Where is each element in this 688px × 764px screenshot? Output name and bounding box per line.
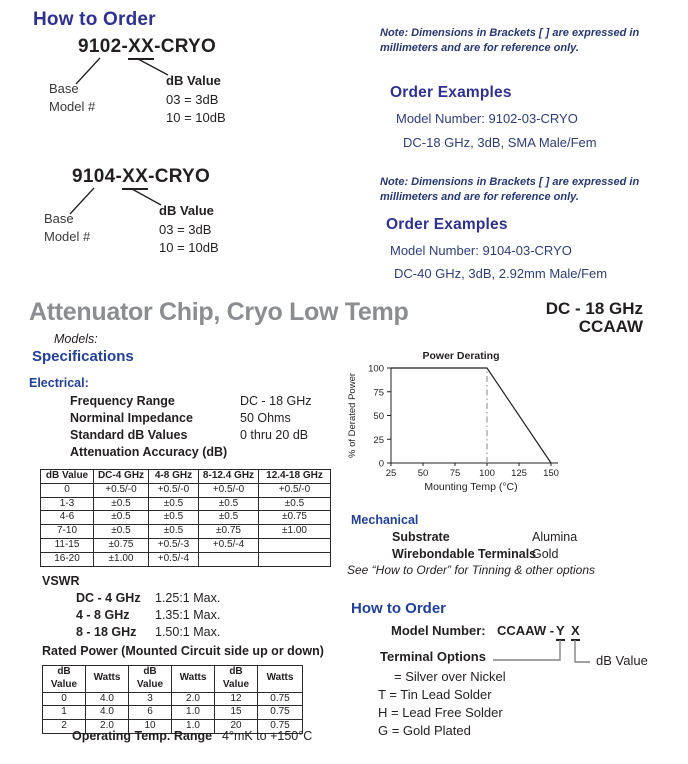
terminal-option: = Silver over Nickel bbox=[394, 669, 506, 684]
spec-value: 50 Ohms bbox=[240, 411, 291, 425]
chart-title: Power Derating bbox=[422, 350, 500, 362]
mechanical-row bbox=[392, 547, 559, 561]
attenuation-accuracy-table bbox=[40, 469, 331, 567]
how-to-order-heading-bottom: How to Order bbox=[351, 600, 447, 617]
y-tick-label: 25 bbox=[373, 434, 384, 446]
model-xx-underlined: XX bbox=[128, 36, 154, 60]
spec-label: Standard dB Values bbox=[70, 428, 188, 442]
power-derating-chart-svg bbox=[346, 349, 646, 501]
x-tick-label: 150 bbox=[543, 468, 559, 479]
table-header-cell: Watts bbox=[86, 666, 129, 693]
spec-row bbox=[70, 394, 312, 408]
table-cell: 0.75 bbox=[258, 720, 303, 734]
table-cell: +0.5/-0 bbox=[94, 483, 149, 497]
table-cell: +0.5/-0 bbox=[259, 483, 331, 497]
table-header-cell: Watts bbox=[258, 666, 303, 693]
table-cell: 20 bbox=[215, 720, 258, 734]
order-example-desc: DC-18 GHz, 3dB, SMA Male/Fem bbox=[403, 135, 597, 150]
table-cell: 4-6 bbox=[41, 511, 94, 525]
table-cell: 2.0 bbox=[86, 720, 129, 734]
table-header-cell: dB Value bbox=[215, 666, 258, 693]
vswr-row bbox=[76, 625, 221, 639]
operating-temp-label: Operating Temp. Range bbox=[72, 729, 213, 743]
dimensions-note bbox=[380, 175, 639, 205]
model-xx-underlined: XX bbox=[122, 166, 148, 190]
model-pattern-9102 bbox=[78, 36, 216, 58]
table-row bbox=[41, 552, 331, 566]
table-header-cell: dB Value bbox=[129, 666, 172, 693]
table-cell: +0.5/-0 bbox=[149, 483, 199, 497]
order-examples-heading: Order Examples bbox=[390, 84, 512, 101]
table-row bbox=[41, 483, 331, 497]
db-option: 10 = 10dB bbox=[166, 110, 226, 125]
order-examples-heading: Order Examples bbox=[386, 216, 508, 233]
table-cell: 1 bbox=[43, 706, 86, 720]
x-tick-label: 75 bbox=[449, 468, 461, 479]
mechanical-row bbox=[392, 530, 578, 544]
terminal-option: T = Tin Lead Solder bbox=[378, 687, 492, 702]
y-tick-label: 50 bbox=[373, 411, 384, 422]
table-cell: ±0.5 bbox=[94, 511, 149, 525]
terminal-option: H = Lead Free Solder bbox=[378, 705, 503, 720]
order-model-label: Model Number: bbox=[391, 623, 486, 638]
table-cell: ±0.75 bbox=[199, 525, 259, 539]
mechanical-heading: Mechanical bbox=[351, 513, 419, 527]
base-label-line1: Base bbox=[44, 211, 74, 226]
table-cell: +0.5/-4 bbox=[149, 552, 199, 566]
connector-terminal-options bbox=[493, 640, 560, 660]
mechanical-label: Substrate bbox=[392, 530, 450, 544]
table-cell: 2.0 bbox=[172, 692, 215, 706]
table-row bbox=[41, 511, 331, 525]
table-cell: 10 bbox=[129, 720, 172, 734]
table-cell: ±0.5 bbox=[199, 511, 259, 525]
note-line: millimeters and are for reference only. bbox=[380, 42, 579, 54]
vswr-heading: VSWR bbox=[42, 574, 80, 588]
table-header-cell: 4-8 GHz bbox=[149, 470, 199, 484]
table-header-row bbox=[41, 470, 331, 484]
table-cell: ±0.5 bbox=[149, 497, 199, 511]
order-model-y-underlined: Y bbox=[556, 623, 565, 641]
product-freq-range: DC - 18 GHz bbox=[545, 299, 643, 318]
table-header-row bbox=[43, 666, 303, 693]
spec-row bbox=[70, 445, 227, 459]
mechanical-value: Alumina bbox=[532, 530, 578, 544]
x-tick-label: 50 bbox=[417, 468, 429, 479]
operating-temp-row bbox=[72, 729, 313, 743]
db-value-label: dB Value bbox=[166, 73, 221, 88]
product-family-header bbox=[546, 300, 643, 335]
table-cell bbox=[259, 552, 331, 566]
table-cell: 1.0 bbox=[172, 720, 215, 734]
y-tick-label: 0 bbox=[378, 458, 384, 470]
db-value-label: dB Value bbox=[159, 203, 214, 218]
vswr-value: 1.35:1 Max. bbox=[155, 608, 221, 622]
spec-label: Norminal Impedance bbox=[70, 411, 193, 425]
base-model-label bbox=[49, 80, 95, 115]
table-cell: 11-15 bbox=[41, 538, 94, 552]
table-cell: 16-20 bbox=[41, 552, 94, 566]
base-model-label bbox=[44, 210, 90, 245]
db-option: 03 = 3dB bbox=[159, 221, 212, 237]
model-prefix: 9104- bbox=[72, 166, 123, 187]
order-example-model: Model Number: 9104-03-CRYO bbox=[390, 243, 572, 258]
table-row bbox=[41, 538, 331, 552]
chart-x-label: Mounting Temp (°C) bbox=[424, 481, 518, 493]
models-label: Models: bbox=[54, 332, 98, 346]
spec-label: Attenuation Accuracy (dB) bbox=[70, 445, 228, 459]
chart-y-label: % of Derated Power bbox=[347, 372, 358, 459]
table-cell bbox=[199, 552, 259, 566]
table-cell: 12 bbox=[215, 692, 258, 706]
table-cell: ±0.75 bbox=[259, 511, 331, 525]
model-prefix: 9102- bbox=[78, 36, 129, 57]
note-line: millimeters and are for reference only. bbox=[380, 191, 579, 203]
how-to-order-heading-top: How to Order bbox=[33, 9, 156, 30]
spec-value: DC - 18 GHz bbox=[240, 394, 312, 408]
model-pattern-9104 bbox=[72, 166, 210, 188]
table-cell: ±0.5 bbox=[149, 511, 199, 525]
table-cell: ±1.00 bbox=[259, 525, 331, 539]
base-label-line2: Model # bbox=[49, 98, 96, 114]
order-model-prefix: CCAAW - bbox=[497, 623, 555, 638]
mechanical-label: Wirebondable Terminals bbox=[392, 547, 537, 561]
mechanical-note: See “How to Order” for Tinning & other options bbox=[347, 563, 596, 577]
db-option: 10 = 10dB bbox=[159, 240, 219, 255]
y-tick-label: 75 bbox=[373, 387, 384, 399]
db-value-legend bbox=[166, 72, 226, 128]
table-cell: ±0.5 bbox=[259, 497, 331, 511]
electrical-heading: Electrical: bbox=[29, 376, 89, 390]
note-line: Note: Dimensions in Brackets [ ] are expressed in bbox=[380, 176, 640, 188]
terminal-options-label: Terminal Options bbox=[380, 649, 486, 664]
table-header-cell: 12.4-18 GHz bbox=[259, 470, 331, 484]
table-cell: +0.5/-3 bbox=[149, 538, 199, 552]
table-cell: 0 bbox=[41, 483, 94, 497]
db-value-legend bbox=[159, 202, 219, 258]
spec-row bbox=[70, 428, 309, 442]
spec-label: Frequency Range bbox=[70, 394, 175, 408]
table-row bbox=[43, 706, 303, 720]
table-row bbox=[41, 525, 331, 539]
product-title: Attenuator Chip, Cryo Low Temp bbox=[29, 298, 409, 326]
table-cell: 3 bbox=[129, 692, 172, 706]
power-derating-chart bbox=[346, 349, 646, 506]
x-tick-label: 125 bbox=[511, 468, 527, 479]
table-cell: 4.0 bbox=[86, 706, 129, 720]
table-row bbox=[41, 497, 331, 511]
leader-line-db-9104 bbox=[132, 189, 161, 205]
order-example-desc: DC-40 GHz, 3dB, 2.92mm Male/Fem bbox=[394, 266, 608, 281]
table-cell: +0.5/-0 bbox=[199, 483, 259, 497]
table-cell: 15 bbox=[215, 706, 258, 720]
table-cell: 1-3 bbox=[41, 497, 94, 511]
order-model-x-underlined: X bbox=[571, 623, 580, 641]
operating-temp-value: 4°mK to +150°C bbox=[222, 729, 313, 743]
table-cell: 7-10 bbox=[41, 525, 94, 539]
table-cell: ±0.5 bbox=[94, 525, 149, 539]
table-cell bbox=[259, 538, 331, 552]
table-cell: ±0.5 bbox=[149, 525, 199, 539]
db-value-label-bottom: dB Value bbox=[596, 653, 648, 668]
table-cell: ±0.5 bbox=[199, 497, 259, 511]
table-header-cell: Watts bbox=[172, 666, 215, 693]
x-tick-label: 25 bbox=[385, 468, 397, 479]
vswr-row bbox=[76, 608, 221, 622]
vswr-band: 8 - 18 GHz bbox=[76, 625, 137, 639]
leader-line-db-9102 bbox=[138, 59, 168, 75]
vswr-band: 4 - 8 GHz bbox=[76, 608, 130, 622]
table-cell: ±0.5 bbox=[94, 497, 149, 511]
model-suffix: -CRYO bbox=[148, 166, 211, 187]
vswr-value: 1.50:1 Max. bbox=[155, 625, 221, 639]
table-cell: 0.75 bbox=[258, 706, 303, 720]
base-label-line2: Model # bbox=[44, 228, 91, 244]
db-option: 03 = 3dB bbox=[166, 91, 219, 107]
vswr-value: 1.25:1 Max. bbox=[155, 591, 221, 605]
terminal-option: G = Gold Plated bbox=[378, 723, 471, 738]
table-cell: +0.5/-4 bbox=[199, 538, 259, 552]
derating-curve bbox=[391, 368, 551, 463]
model-suffix: -CRYO bbox=[154, 36, 217, 57]
y-tick-label: 100 bbox=[368, 363, 384, 375]
spec-row bbox=[70, 411, 291, 425]
specifications-heading: Specifications bbox=[32, 348, 134, 365]
table-header-cell: DC-4 GHz bbox=[94, 470, 149, 484]
rated-power-heading: Rated Power (Mounted Circuit side up or down) bbox=[42, 644, 324, 658]
table-cell: 0.75 bbox=[258, 692, 303, 706]
table-header-cell: dB Value bbox=[41, 470, 94, 484]
table-row bbox=[43, 692, 303, 706]
x-tick-label: 100 bbox=[479, 468, 495, 479]
connector-db-value bbox=[575, 640, 590, 662]
dimensions-note bbox=[380, 26, 639, 56]
note-line: Note: Dimensions in Brackets [ ] are expressed in bbox=[380, 27, 640, 39]
table-cell: 4.0 bbox=[86, 692, 129, 706]
product-series: CCAAW bbox=[578, 316, 643, 336]
table-cell: 1.0 bbox=[172, 706, 215, 720]
spec-value: 0 thru 20 dB bbox=[240, 428, 309, 442]
table-header-cell: dB Value bbox=[43, 666, 86, 693]
order-example-model: Model Number: 9102-03-CRYO bbox=[396, 111, 578, 126]
vswr-band: DC - 4 GHz bbox=[76, 591, 141, 605]
table-header-cell: 8-12.4 GHz bbox=[199, 470, 259, 484]
table-cell: ±0.75 bbox=[94, 538, 149, 552]
vswr-row bbox=[76, 591, 221, 605]
table-cell: 2 bbox=[43, 720, 86, 734]
base-label-line1: Base bbox=[49, 81, 79, 96]
rated-power-table bbox=[42, 665, 303, 734]
mechanical-value: Gold bbox=[532, 547, 559, 561]
table-cell: ±1.00 bbox=[94, 552, 149, 566]
table-cell: 6 bbox=[129, 706, 172, 720]
table-cell: 0 bbox=[43, 692, 86, 706]
